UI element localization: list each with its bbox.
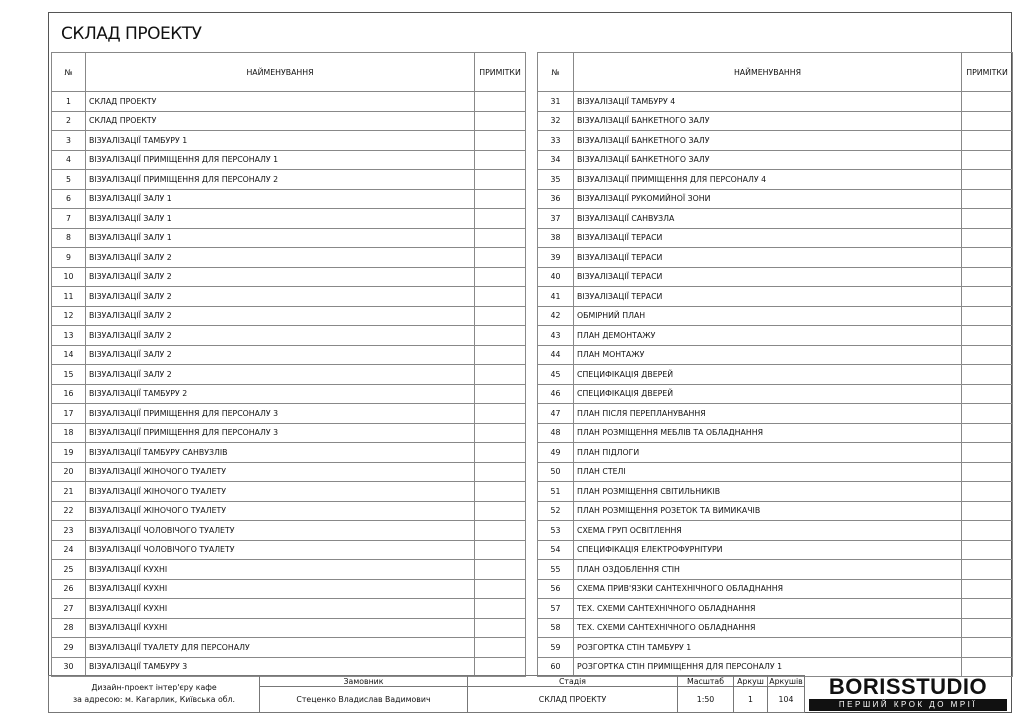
row-number: 3 [52, 131, 86, 151]
row-notes [475, 638, 526, 658]
project-description [48, 675, 260, 713]
table-row [538, 267, 1013, 287]
row-name: ВІЗУАЛІЗАЦІЇ ЗАЛУ 2 [86, 345, 475, 365]
row-number: 53 [538, 521, 574, 541]
table-row [538, 482, 1013, 502]
table-row [52, 443, 526, 463]
row-notes [475, 228, 526, 248]
row-number: 55 [538, 560, 574, 580]
row-notes [962, 228, 1013, 248]
row-name: РОЗГОРТКА СТІН ТАМБУРУ 1 [574, 638, 962, 658]
row-number: 36 [538, 189, 574, 209]
row-number: 1 [52, 92, 86, 112]
row-notes [475, 462, 526, 482]
row-number: 41 [538, 287, 574, 307]
table-row [538, 111, 1013, 131]
row-notes [962, 209, 1013, 229]
contents-table-right [537, 52, 1013, 677]
table-row [52, 423, 526, 443]
table-row [538, 599, 1013, 619]
table-header-row [52, 53, 526, 92]
table-row [538, 443, 1013, 463]
row-name: ВІЗУАЛІЗАЦІЇ БАНКЕТНОГО ЗАЛУ [574, 150, 962, 170]
row-notes [962, 443, 1013, 463]
table-row [52, 345, 526, 365]
project-line-2: за адресою: м. Кагарлик, Київська обл. [73, 695, 235, 704]
table-row [538, 248, 1013, 268]
row-number: 52 [538, 501, 574, 521]
client-label: Замовник [259, 675, 468, 687]
row-number: 31 [538, 92, 574, 112]
row-number: 7 [52, 209, 86, 229]
row-name: ВІЗУАЛІЗАЦІЇ ЗАЛУ 2 [86, 287, 475, 307]
row-name: ВІЗУАЛІЗАЦІЇ ЗАЛУ 2 [86, 365, 475, 385]
row-notes [475, 267, 526, 287]
row-notes [475, 306, 526, 326]
row-number: 12 [52, 306, 86, 326]
table-row [52, 540, 526, 560]
row-name: ВІЗУАЛІЗАЦІЇ ЗАЛУ 2 [86, 267, 475, 287]
row-name: ВІЗУАЛІЗАЦІЇ ЗАЛУ 2 [86, 326, 475, 346]
table-row [52, 267, 526, 287]
row-name: СПЕЦИФІКАЦІЯ ДВЕРЕЙ [574, 365, 962, 385]
table-row [52, 384, 526, 404]
table-row [52, 111, 526, 131]
row-name: ВІЗУАЛІЗАЦІЇ ТЕРАСИ [574, 228, 962, 248]
table-row [52, 228, 526, 248]
row-name: ВІЗУАЛІЗАЦІЇ ЖІНОЧОГО ТУАЛЕТУ [86, 482, 475, 502]
row-notes [962, 287, 1013, 307]
row-number: 45 [538, 365, 574, 385]
table-row [538, 170, 1013, 190]
row-name: ПЛАН ДЕМОНТАЖУ [574, 326, 962, 346]
header-name: НАЙМЕНУВАННЯ [86, 53, 475, 92]
row-number: 54 [538, 540, 574, 560]
header-number: № [52, 53, 86, 92]
table-row [538, 326, 1013, 346]
row-notes [475, 501, 526, 521]
logo-tagline: ПЕРШИЙ КРОК ДО МРІЇ [809, 699, 1007, 711]
logo-name: BORISSTUDIO [828, 674, 988, 699]
row-notes [475, 326, 526, 346]
row-name: ОБМІРНИЙ ПЛАН [574, 306, 962, 326]
row-notes [475, 540, 526, 560]
row-notes [475, 189, 526, 209]
row-notes [962, 365, 1013, 385]
table-row [52, 657, 526, 677]
row-number: 47 [538, 404, 574, 424]
row-number: 33 [538, 131, 574, 151]
table-row [538, 131, 1013, 151]
row-notes [962, 92, 1013, 112]
row-name: ВІЗУАЛІЗАЦІЇ ПРИМІЩЕННЯ ДЛЯ ПЕРСОНАЛУ 4 [574, 170, 962, 190]
row-notes [475, 150, 526, 170]
stage-label: Стадія [467, 675, 678, 687]
row-name: ВІЗУАЛІЗАЦІЇ ПРИМІЩЕННЯ ДЛЯ ПЕРСОНАЛУ 1 [86, 150, 475, 170]
row-number: 15 [52, 365, 86, 385]
row-name: ВІЗУАЛІЗАЦІЇ ЧОЛОВІЧОГО ТУАЛЕТУ [86, 540, 475, 560]
row-notes [962, 384, 1013, 404]
row-notes [962, 345, 1013, 365]
row-number: 57 [538, 599, 574, 619]
row-name: РОЗГОРТКА СТІН ПРИМІЩЕННЯ ДЛЯ ПЕРСОНАЛУ 1 [574, 657, 962, 677]
row-name: ВІЗУАЛІЗАЦІЇ ПРИМІЩЕННЯ ДЛЯ ПЕРСОНАЛУ 3 [86, 423, 475, 443]
table-row [538, 404, 1013, 424]
row-notes [962, 150, 1013, 170]
sheet-value: 1 [733, 686, 768, 713]
sheet-label: Аркуш [733, 675, 768, 687]
row-name: ПЛАН РОЗМІЩЕННЯ МЕБЛІВ ТА ОБЛАДНАННЯ [574, 423, 962, 443]
row-name: ТЕХ. СХЕМИ САНТЕХНІЧНОГО ОБЛАДНАННЯ [574, 618, 962, 638]
row-number: 50 [538, 462, 574, 482]
row-number: 18 [52, 423, 86, 443]
row-name: ВІЗУАЛІЗАЦІЇ ПРИМІЩЕННЯ ДЛЯ ПЕРСОНАЛУ 2 [86, 170, 475, 190]
table-row [538, 384, 1013, 404]
row-name: ВІЗУАЛІЗАЦІЇ РУКОМИЙНОЇ ЗОНИ [574, 189, 962, 209]
row-name: СКЛАД ПРОЕКТУ [86, 111, 475, 131]
row-notes [962, 560, 1013, 580]
row-notes [962, 423, 1013, 443]
table-row [52, 618, 526, 638]
row-name: ВІЗУАЛІЗАЦІЇ ЗАЛУ 2 [86, 306, 475, 326]
row-name: ВІЗУАЛІЗАЦІЇ КУХНІ [86, 560, 475, 580]
row-notes [475, 423, 526, 443]
table-row [538, 560, 1013, 580]
table-row [52, 482, 526, 502]
row-name: ВІЗУАЛІЗАЦІЇ ТАМБУРУ 2 [86, 384, 475, 404]
row-number: 38 [538, 228, 574, 248]
row-number: 2 [52, 111, 86, 131]
table-row [52, 170, 526, 190]
row-name: ВІЗУАЛІЗАЦІЇ ЗАЛУ 1 [86, 189, 475, 209]
row-number: 44 [538, 345, 574, 365]
table-row [52, 326, 526, 346]
row-number: 49 [538, 443, 574, 463]
row-notes [962, 326, 1013, 346]
row-notes [475, 482, 526, 502]
table-row [52, 131, 526, 151]
row-name: ВІЗУАЛІЗАЦІЇ ТАМБУРУ 1 [86, 131, 475, 151]
table-row [538, 638, 1013, 658]
row-number: 20 [52, 462, 86, 482]
table-row [538, 579, 1013, 599]
row-notes [475, 657, 526, 677]
page-title: СКЛАД ПРОЕКТУ [61, 24, 202, 44]
studio-logo [805, 676, 1011, 713]
row-number: 10 [52, 267, 86, 287]
row-notes [962, 131, 1013, 151]
row-notes [475, 345, 526, 365]
row-number: 11 [52, 287, 86, 307]
header-notes: ПРИМІТКИ [475, 53, 526, 92]
row-notes [475, 287, 526, 307]
row-name: ВІЗУАЛІЗАЦІЇ ТАМБУРУ 4 [574, 92, 962, 112]
row-number: 42 [538, 306, 574, 326]
row-number: 26 [52, 579, 86, 599]
table-row [52, 560, 526, 580]
table-row [538, 345, 1013, 365]
row-notes [962, 482, 1013, 502]
contents-table-left [51, 52, 526, 677]
row-notes [962, 170, 1013, 190]
table-row [538, 92, 1013, 112]
scale-label: Масштаб [677, 675, 734, 687]
row-name: ПЛАН РОЗМІЩЕННЯ РОЗЕТОК ТА ВИМИКАЧІВ [574, 501, 962, 521]
table-row [52, 501, 526, 521]
row-number: 5 [52, 170, 86, 190]
row-notes [962, 189, 1013, 209]
row-number: 17 [52, 404, 86, 424]
row-notes [962, 540, 1013, 560]
table-row [52, 287, 526, 307]
table-row [52, 189, 526, 209]
row-name: ТЕХ. СХЕМИ САНТЕХНІЧНОГО ОБЛАДНАННЯ [574, 599, 962, 619]
header-notes: ПРИМІТКИ [962, 53, 1013, 92]
row-notes [962, 267, 1013, 287]
row-notes [475, 209, 526, 229]
table-row [52, 92, 526, 112]
row-number: 6 [52, 189, 86, 209]
row-name: ПЛАН МОНТАЖУ [574, 345, 962, 365]
row-number: 46 [538, 384, 574, 404]
row-name: ПЛАН ПІДЛОГИ [574, 443, 962, 463]
row-name: ВІЗУАЛІЗАЦІЇ ЗАЛУ 1 [86, 209, 475, 229]
row-name: ПЛАН ОЗДОБЛЕННЯ СТІН [574, 560, 962, 580]
row-name: ВІЗУАЛІЗАЦІЇ ТУАЛЕТУ ДЛЯ ПЕРСОНАЛУ [86, 638, 475, 658]
row-name: ПЛАН СТЕЛІ [574, 462, 962, 482]
row-notes [962, 404, 1013, 424]
row-number: 8 [52, 228, 86, 248]
table-row [52, 365, 526, 385]
row-name: ВІЗУАЛІЗАЦІЇ ЗАЛУ 2 [86, 248, 475, 268]
row-name: ПЛАН ПІСЛЯ ПЕРЕПЛАНУВАННЯ [574, 404, 962, 424]
row-name: ВІЗУАЛІЗАЦІЇ ТЕРАСИ [574, 267, 962, 287]
row-name: ВІЗУАЛІЗАЦІЇ ЧОЛОВІЧОГО ТУАЛЕТУ [86, 521, 475, 541]
row-number: 16 [52, 384, 86, 404]
table-row [538, 306, 1013, 326]
row-number: 27 [52, 599, 86, 619]
row-notes [475, 521, 526, 541]
row-name: ВІЗУАЛІЗАЦІЇ ТЕРАСИ [574, 287, 962, 307]
row-notes [475, 579, 526, 599]
table-row [52, 579, 526, 599]
table-row [52, 248, 526, 268]
row-name: ВІЗУАЛІЗАЦІЇ ТЕРАСИ [574, 248, 962, 268]
table-row [538, 365, 1013, 385]
row-number: 39 [538, 248, 574, 268]
row-notes [475, 170, 526, 190]
row-notes [962, 306, 1013, 326]
row-notes [962, 111, 1013, 131]
row-number: 51 [538, 482, 574, 502]
sheets-label: Аркушів [767, 675, 805, 687]
row-name: ВІЗУАЛІЗАЦІЇ ПРИМІЩЕННЯ ДЛЯ ПЕРСОНАЛУ 3 [86, 404, 475, 424]
table-row [538, 521, 1013, 541]
row-notes [962, 599, 1013, 619]
row-name: ВІЗУАЛІЗАЦІЇ ЖІНОЧОГО ТУАЛЕТУ [86, 501, 475, 521]
row-number: 59 [538, 638, 574, 658]
client-value: Стеценко Владислав Вадимович [259, 686, 468, 713]
row-number: 28 [52, 618, 86, 638]
row-number: 19 [52, 443, 86, 463]
row-notes [475, 404, 526, 424]
row-number: 40 [538, 267, 574, 287]
scale-value: 1:50 [677, 686, 734, 713]
row-notes [962, 618, 1013, 638]
row-number: 9 [52, 248, 86, 268]
table-row [538, 209, 1013, 229]
row-notes [475, 131, 526, 151]
row-notes [962, 638, 1013, 658]
row-name: СКЛАД ПРОЕКТУ [86, 92, 475, 112]
sheets-value: 104 [767, 686, 805, 713]
row-notes [962, 579, 1013, 599]
row-number: 30 [52, 657, 86, 677]
row-number: 56 [538, 579, 574, 599]
table-row [538, 618, 1013, 638]
row-notes [962, 501, 1013, 521]
table-row [52, 638, 526, 658]
row-notes [475, 443, 526, 463]
table-row [538, 150, 1013, 170]
row-name: ВІЗУАЛІЗАЦІЇ КУХНІ [86, 579, 475, 599]
row-name: СПЕЦИФІКАЦІЯ ЕЛЕКТРОФУРНІТУРИ [574, 540, 962, 560]
row-name: ВІЗУАЛІЗАЦІЇ ТАМБУРУ 3 [86, 657, 475, 677]
row-notes [475, 92, 526, 112]
row-notes [475, 384, 526, 404]
row-number: 58 [538, 618, 574, 638]
row-name: СХЕМА ГРУП ОСВІТЛЕННЯ [574, 521, 962, 541]
row-notes [475, 365, 526, 385]
row-number: 4 [52, 150, 86, 170]
row-number: 13 [52, 326, 86, 346]
row-name: ВІЗУАЛІЗАЦІЇ БАНКЕТНОГО ЗАЛУ [574, 131, 962, 151]
table-row [538, 462, 1013, 482]
row-number: 21 [52, 482, 86, 502]
row-number: 35 [538, 170, 574, 190]
row-notes [475, 599, 526, 619]
row-name: ПЛАН РОЗМІЩЕННЯ СВІТИЛЬНИКІВ [574, 482, 962, 502]
row-name: ВІЗУАЛІЗАЦІЇ САНВУЗЛА [574, 209, 962, 229]
table-row [52, 521, 526, 541]
row-number: 24 [52, 540, 86, 560]
row-name: ВІЗУАЛІЗАЦІЇ ТАМБУРУ САНВУЗЛІВ [86, 443, 475, 463]
row-notes [475, 560, 526, 580]
row-number: 14 [52, 345, 86, 365]
row-name: ВІЗУАЛІЗАЦІЇ БАНКЕТНОГО ЗАЛУ [574, 111, 962, 131]
row-notes [962, 462, 1013, 482]
row-number: 29 [52, 638, 86, 658]
table-row [538, 501, 1013, 521]
project-line-1: Дизайн-проект інтер'єру кафе [91, 683, 217, 692]
row-name: ВІЗУАЛІЗАЦІЇ ЗАЛУ 1 [86, 228, 475, 248]
header-name: НАЙМЕНУВАННЯ [574, 53, 962, 92]
row-notes [475, 111, 526, 131]
row-number: 34 [538, 150, 574, 170]
row-name: ВІЗУАЛІЗАЦІЇ КУХНІ [86, 618, 475, 638]
table-row [538, 189, 1013, 209]
row-name: ВІЗУАЛІЗАЦІЇ КУХНІ [86, 599, 475, 619]
table-row [538, 423, 1013, 443]
row-name: СПЕЦИФІКАЦІЯ ДВЕРЕЙ [574, 384, 962, 404]
table-header-row [538, 53, 1013, 92]
row-number: 32 [538, 111, 574, 131]
table-row [52, 462, 526, 482]
header-number: № [538, 53, 574, 92]
stage-value: СКЛАД ПРОЕКТУ [467, 686, 678, 713]
table-row [52, 209, 526, 229]
row-notes [962, 521, 1013, 541]
table-row [538, 540, 1013, 560]
table-row [538, 228, 1013, 248]
row-number: 43 [538, 326, 574, 346]
row-number: 22 [52, 501, 86, 521]
row-name: ВІЗУАЛІЗАЦІЇ ЖІНОЧОГО ТУАЛЕТУ [86, 462, 475, 482]
row-name: СХЕМА ПРИВ'ЯЗКИ САНТЕХНІЧНОГО ОБЛАДНАННЯ [574, 579, 962, 599]
row-notes [962, 248, 1013, 268]
row-number: 37 [538, 209, 574, 229]
row-number: 25 [52, 560, 86, 580]
table-row [52, 599, 526, 619]
table-row [52, 306, 526, 326]
row-number: 23 [52, 521, 86, 541]
table-row [52, 150, 526, 170]
row-number: 60 [538, 657, 574, 677]
row-notes [475, 248, 526, 268]
row-number: 48 [538, 423, 574, 443]
row-notes [475, 618, 526, 638]
table-row [538, 287, 1013, 307]
table-row [52, 404, 526, 424]
